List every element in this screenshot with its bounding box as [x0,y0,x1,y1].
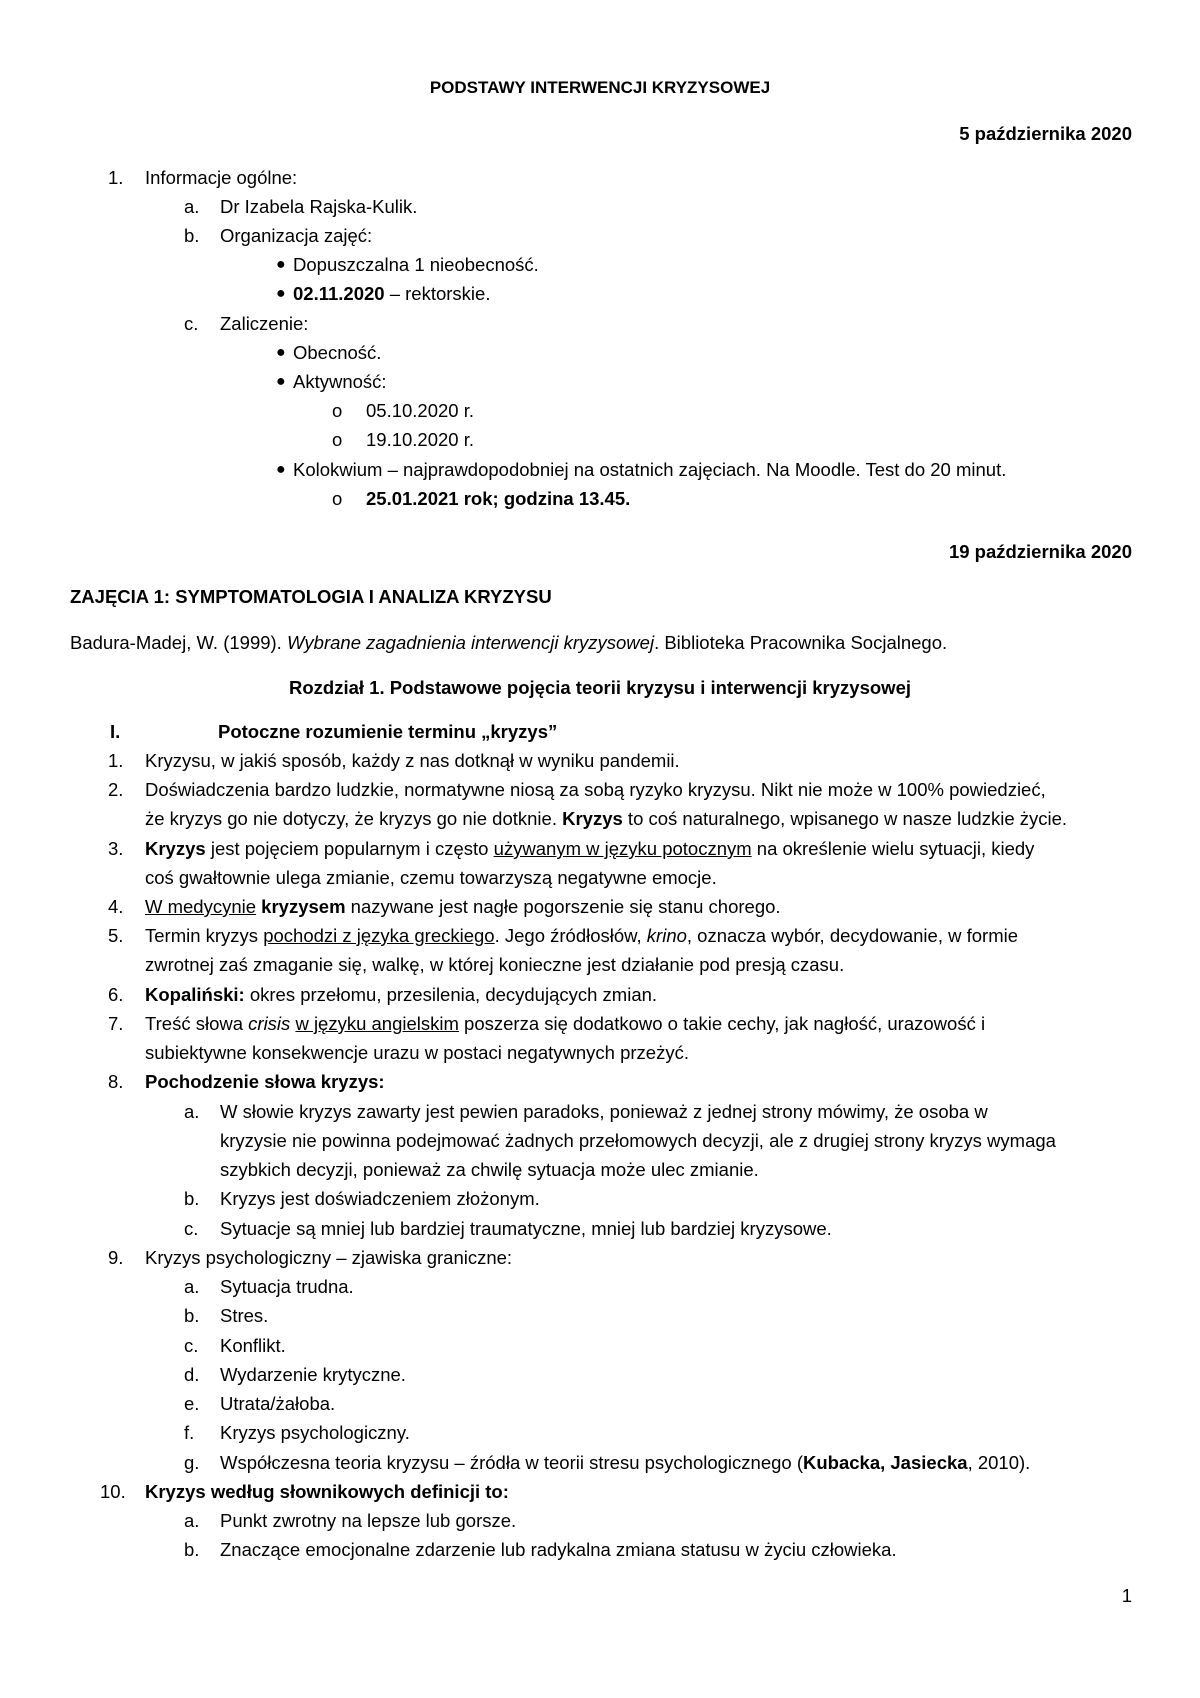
list-item-text [145,895,781,919]
list-item-text: Znaczące emocjonalne zdarzenie lub radykalna zmiana statusu w życiu człowieka. [220,1539,897,1560]
list-letter: c. [184,1218,199,1239]
list-item-text [293,282,490,306]
list-number: 4. [108,896,124,917]
chapter-heading: Rozdział 1. Podstawowe pojęcia teorii kryzysu i interwencji kryzysowej [288,677,911,698]
text-run: to coś naturalnego, wpisanego w nasze ludzkie życie. [622,808,1068,829]
list-item-text: Pochodzenie słowa kryzys: [145,1071,385,1092]
list-item-text: Konflikt. [220,1335,286,1356]
list-item-text: 19.10.2020 r. [366,429,475,450]
list-number: 1. [108,750,124,771]
list-item-text: Obecność. [293,342,382,363]
list-letter: a. [184,196,200,217]
text-run: , 2010). [967,1452,1031,1473]
text-run: na określenie wielu sytuacji, kiedy [751,838,1035,859]
list-item-text [220,1451,1030,1475]
list-letter: g. [184,1452,200,1473]
list-letter: b. [184,225,200,246]
list-letter: d. [184,1364,200,1385]
list-number: 6. [108,984,124,1005]
list-item-text [145,837,1034,861]
section-heading: ZAJĘCIA 1: SYMPTOMATOLOGIA I ANALIZA KRYZYSU [70,586,552,607]
list-item-text: Utrata/żałoba. [220,1393,336,1414]
bold-term: Kryzys [562,808,623,829]
text-run: , oznacza wybór, decydowanie, w formie [686,925,1019,946]
book-title: Wybrane zagadnienia interwencji kryzysowej [286,632,655,653]
list-number: 5. [108,925,124,946]
list-item-text: Sytuacja trudna. [220,1276,354,1297]
text-run: Termin kryzys [145,925,264,946]
text-run: – rektorskie. [384,283,491,304]
list-item-text: Organizacja zajęć: [220,225,373,246]
text-run: Treść słowa [145,1013,249,1034]
list-item-text: Sytuacje są mniej lub bardziej traumatyczne, mniej lub bardziej kryzysowe. [220,1218,832,1239]
list-number: 9. [108,1247,124,1268]
list-item-text [145,1012,985,1036]
list-item-text: Kryzys jest doświadczeniem złożonym. [220,1188,540,1209]
text-run: że kryzys go nie dotyczy, że kryzys go nie dotknie. [145,808,563,829]
italic-term: krino [646,925,687,946]
date-heading-2: 19 października 2020 [948,541,1132,562]
list-item-text [145,807,1067,831]
list-letter: f. [184,1422,195,1443]
bullet-icon: ● [276,461,286,478]
list-item-text: Dopuszczalna 1 nieobecność. [293,254,539,275]
text-run: jest pojęciem popularnym i często [205,838,494,859]
list-number: 10. [100,1481,126,1502]
underlined-phrase: używanym w języku potocznym [493,838,752,859]
list-item-text: Dr Izabela Rajska-Kulik. [220,196,418,217]
date-bold: 02.11.2020 [293,283,385,304]
bullet-icon: ● [276,285,286,302]
text-run: Badura-Madej, W. (1999). [70,632,287,653]
list-item-text: Kryzys psychologiczny – zjawiska graniczne: [145,1247,513,1268]
bullet-icon: ● [276,344,286,361]
underlined-phrase: w języku angielskim [295,1013,459,1034]
list-letter: c. [184,1335,199,1356]
underlined-phrase: pochodzi z języka greckiego [263,925,495,946]
list-item-text: subiektywne konsekwencje urazu w postaci negatywnych przeżyć. [145,1042,689,1063]
list-item-text: Zaliczenie: [220,313,309,334]
list-item-text: szybkich decyzji, ponieważ za chwilę sytuacja może ulec zmianie. [220,1159,759,1180]
circle-bullet-icon: o [332,429,343,450]
list-item-text: Informacje ogólne: [145,167,298,188]
text-run: okres przełomu, przesilenia, decydujących zmian. [244,984,658,1005]
list-number: 8. [108,1071,124,1092]
list-letter: e. [184,1393,200,1414]
list-item-text: Kryzys według słownikowych definicji to: [145,1481,509,1502]
list-item-text: Aktywność: [293,371,387,392]
reference [70,631,947,655]
circle-bullet-icon: o [332,400,343,421]
text-run: poszerza się dodatkowo o takie cechy, jak nagłość, urazowość i [458,1013,986,1034]
list-item-text: 05.10.2020 r. [366,400,475,421]
list-item-text: Kryzysu, w jakiś sposób, każdy z nas dotknął w wyniku pandemii. [145,750,680,771]
bullet-icon: ● [276,373,286,390]
italic-term: crisis [248,1013,291,1034]
list-letter: b. [184,1539,200,1560]
list-letter: a. [184,1510,200,1531]
document-title: PODSTAWY INTERWENCJI KRYZYSOWEJ [429,78,771,97]
list-item-text: Kryzys psychologiczny. [220,1422,410,1443]
text-run: . Biblioteka Pracownika Socjalnego. [654,632,948,653]
list-item-text [145,983,657,1007]
list-item-text: Wydarzenie krytyczne. [220,1364,406,1385]
subsection-heading: Potoczne rozumienie terminu „kryzys” [218,721,558,742]
date-heading-1: 5 października 2020 [959,123,1132,144]
list-letter: b. [184,1305,200,1326]
list-number: 3. [108,838,124,859]
list-number: 1. [108,167,124,188]
text-run: Współczesna teoria kryzysu – źródła w teorii stresu psychologicznego ( [220,1452,803,1473]
text-run: . Jego źródłosłów, [494,925,647,946]
list-letter: c. [184,313,199,334]
circle-bullet-icon: o [332,488,343,509]
bold-term: Kopaliński: [145,984,245,1005]
list-item-text: W słowie kryzys zawarty jest pewien paradoks, ponieważ z jednej strony mówimy, że osoba w [220,1101,988,1122]
list-number: 7. [108,1013,124,1034]
list-item-text: kryzysie nie powinna podejmować żadnych przełomowych decyzji, ale z drugiej strony kryzys wymaga [220,1130,1056,1151]
text-run: nazywane jest nagłe pogorszenie się stanu chorego. [345,896,781,917]
list-letter: a. [184,1276,200,1297]
list-item-text: coś gwałtownie ulega zmianie, czemu towarzyszą negatywne emocje. [145,867,717,888]
list-item-text: Stres. [220,1305,269,1326]
list-item-text: zwrotnej zaś zmaganie się, walkę, w której konieczne jest działanie pod presją czasu. [145,954,845,975]
list-item-text: Kolokwium – najprawdopodobniej na ostatnich zajęciach. Na Moodle. Test do 20 minut. [293,459,1007,480]
list-item-text: 25.01.2021 rok; godzina 13.45. [366,488,631,509]
roman-numeral: I. [110,721,121,742]
list-letter: b. [184,1188,200,1209]
list-item-text: Punkt zwrotny na lepsze lub gorsze. [220,1510,517,1531]
list-item-text [145,924,1018,948]
bold-term: Kubacka, Jasiecka [803,1452,968,1473]
bold-term: Kryzys [145,838,206,859]
list-number: 2. [108,779,124,800]
bold-term: kryzysem [261,896,346,917]
page-number: 1 [1121,1585,1132,1606]
list-letter: a. [184,1101,200,1122]
list-item-text: Doświadczenia bardzo ludzkie, normatywne niosą za sobą ryzyko kryzysu. Nikt nie może w 100% powiedzieć, [145,779,1046,800]
underlined-phrase: W medycynie [145,896,257,917]
bullet-icon: ● [276,256,286,273]
